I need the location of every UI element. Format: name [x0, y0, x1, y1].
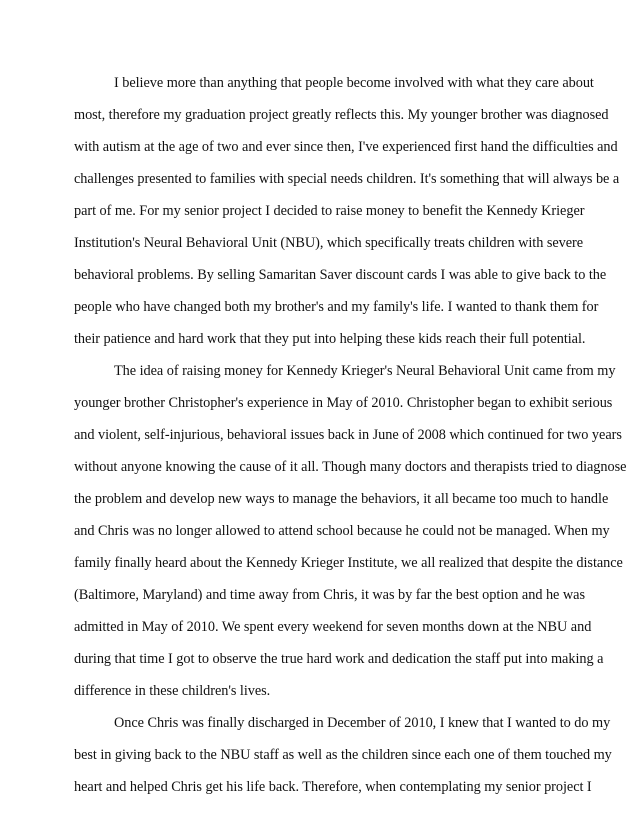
text-line-21: Once Chris was finally discharged in December of 2010, I knew that I wanted to do my	[114, 715, 611, 731]
text-line-18: admitted in May of 2010. We spent every weekend for seven months down at the NBU and	[74, 619, 592, 635]
text-line-1: I believe more than anything that people become involved with what they care about	[114, 75, 594, 91]
text-line-5: part of me. For my senior project I decided to raise money to benefit the Kennedy Krieger	[74, 203, 585, 219]
text-line-17: (Baltimore, Maryland) and time away from Chris, it was by far the best option and he was	[74, 587, 585, 603]
text-line-14: the problem and develop new ways to manage the behaviors, it all became too much to handle	[74, 491, 609, 507]
text-line-13: without anyone knowing the cause of it all. Though many doctors and therapists tried to diagnose	[74, 459, 627, 475]
text-line-15: and Chris was no longer allowed to attend school because he could not be managed. When my	[74, 523, 610, 539]
text-line-16: family finally heard about the Kennedy Krieger Institute, we all realized that despite the distance	[74, 555, 623, 571]
text-line-9: their patience and hard work that they put into helping these kids reach their full potential.	[74, 331, 586, 347]
text-line-20: difference in these children's lives.	[74, 683, 271, 699]
text-line-6: Institution's Neural Behavioral Unit (NBU), which specifically treats children with severe	[74, 235, 584, 251]
text-line-11: younger brother Christopher's experience in May of 2010. Christopher began to exhibit serious	[74, 395, 613, 411]
text-line-19: during that time I got to observe the true hard work and dedication the staff put into making a	[74, 651, 604, 667]
text-line-12: and violent, self-injurious, behavioral issues back in June of 2008 which continued for two years	[74, 427, 622, 443]
text-line-7: behavioral problems. By selling Samaritan Saver discount cards I was able to give back to the	[74, 267, 607, 283]
text-line-8: people who have changed both my brother's and my family's life. I wanted to thank them for	[74, 299, 599, 315]
text-line-22: best in giving back to the NBU staff as well as the children since each one of them touched my	[74, 747, 612, 763]
text-line-4: challenges presented to families with special needs children. It's something that will always be a	[74, 171, 620, 187]
text-line-23: heart and helped Chris get his life back. Therefore, when contemplating my senior project I	[74, 779, 592, 795]
text-line-3: with autism at the age of two and ever since then, I've experienced first hand the difficulties and	[74, 139, 618, 155]
text-line-10: The idea of raising money for Kennedy Krieger's Neural Behavioral Unit came from my	[114, 363, 616, 379]
text-line-2: most, therefore my graduation project greatly reflects this. My younger brother was diagnosed	[74, 107, 609, 123]
